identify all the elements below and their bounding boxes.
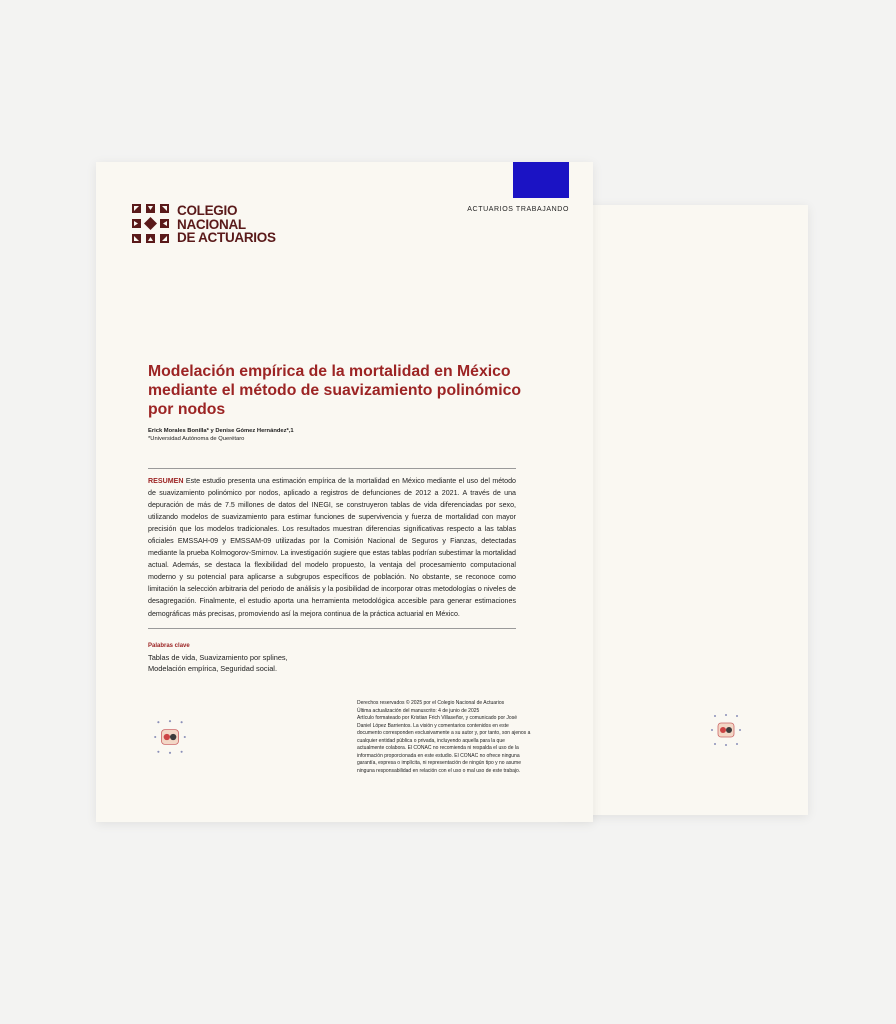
logo xyxy=(132,204,276,245)
article-title: Modelación empírica de la mortalidad en México mediante el método de suavizamiento polinómico por nodos xyxy=(148,363,522,418)
affiliation: *Universidad Autónoma de Querétaro xyxy=(148,436,245,442)
logo-icon xyxy=(132,204,170,244)
divider xyxy=(148,628,516,629)
license-icon xyxy=(709,712,743,753)
logo-text-line: NACIONAL xyxy=(177,216,246,232)
logo-text xyxy=(177,204,276,245)
accent-block xyxy=(513,162,569,198)
copyright-line: Artículo formateado por Kristian Frich Villaseñor, y comunicado por José Daniel López Barrientos. La visión y comentarios contenidos en este documento corresponden exclusivamente a su autor y, por tanto, son ajenos a cualquier entidad pública o privada, incluyendo aquella para la que actualmente colabora. El CONAC no recomienda ni respalda el uso de la información proporcionada en este estudio. El CONAC no ofrece ninguna garantía, expresa o implícita, ni representación de ningún tipo y no asume ninguna responsabilidad en relación con el uso o mal uso de este trabajo. xyxy=(357,715,531,774)
abstract xyxy=(148,475,516,620)
authors: Erick Morales Bonilla* y Denise Gómez Hernández*,1 xyxy=(148,428,294,434)
front-page xyxy=(96,162,593,822)
keywords: Tablas de vida, Suavizamiento por splines, Modelación empírica, Seguridad social. xyxy=(148,653,288,673)
copyright-line: Última actualización del manuscrito: 4 de junio de 2025 xyxy=(357,707,480,714)
copyright-notice xyxy=(357,700,532,775)
logo-text-line: COLEGIO xyxy=(177,203,238,218)
keywords-title: Palabras clave xyxy=(148,643,190,649)
series-label: ACTUARIOS TRABAJANDO xyxy=(467,206,569,213)
abstract-body: Este estudio presenta una estimación empírica de la mortalidad en México mediante el uso del método de suavizamiento polinómico por nodos, aplicado a registros de defunciones de 2012 a 2021. A través de una depuración de más de 7.5 millones de datos del INEGI, se construyeron tablas de vida diferenciadas por sexo, utilizando modelos de suavizamiento para estimar funciones de supervivencia y fuerza de mortalidad con mayor precisión que los modelos tradicionales. Los resultados muestran diferencias significativas respecto a las tablas oficiales EMSSAH-09 y EMSSAM-09 utilizadas por la Comisión Nacional de Seguros y Fianzas, detectadas mediante la prueba Kolmogorov-Smirnov. La investigación sugiere que estas tablas podrían subestimar la mortalidad actual. Además, se destaca la flexibilidad del modelo propuesto, la ventaja del procesamiento computacional moderno y su potencial para aplicarse a subgrupos específicos de población. No obstante, se reconoce como limitación la selección arbitraria del periodo de análisis y la posibilidad de incorporar otras metodologías o niveles de desagregación. Finalmente, el estudio aporta una herramienta metodológica accesible para generar estimaciones demográficas más precisas, promoviendo así la mejora continua de la práctica actuarial en México. xyxy=(148,477,516,618)
license-icon xyxy=(152,718,188,761)
copyright-line: Derechos reservados © 2025 por el Colegio Nacional de Actuarios xyxy=(357,700,505,706)
divider xyxy=(148,468,516,469)
back-page xyxy=(560,205,808,815)
logo-text-line: DE ACTUARIOS xyxy=(177,230,276,245)
abstract-heading: RESUMEN xyxy=(148,477,184,485)
